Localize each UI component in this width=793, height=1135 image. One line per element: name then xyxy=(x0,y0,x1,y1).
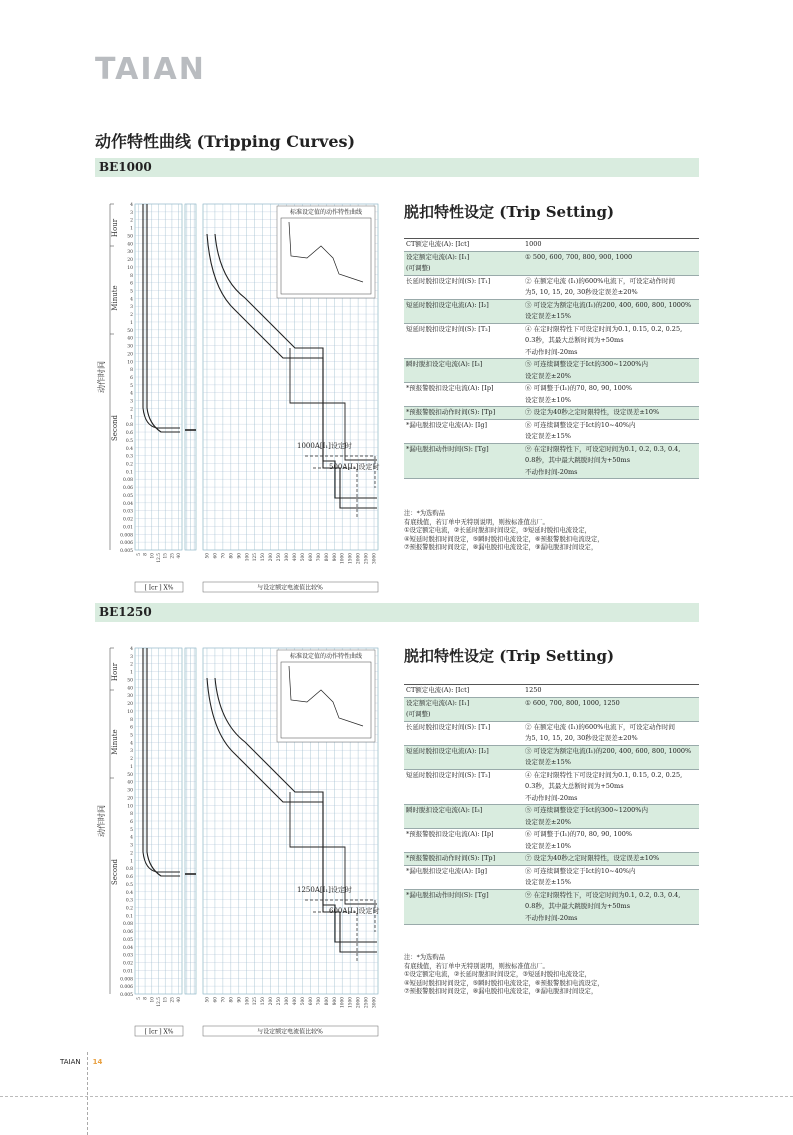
y-tick-label: 50 xyxy=(127,678,133,684)
row-value: ⑤ 可连续调整设定于Ict的300~1200%内 设定误差±20% xyxy=(523,805,699,829)
y-tick-label: 0.08 xyxy=(122,922,133,928)
row-value: ④ 在定时限特性下可设定时间为0.1, 0.15, 0.2, 0.25, 0.3秒，其最大总断时间为+50ms 不动作时间-20ms xyxy=(523,323,699,359)
y-tick-label: 0.6 xyxy=(125,875,133,881)
y-tick-label: 0.5 xyxy=(125,438,133,444)
note-line: ④短延时脱扣时间设定，⑤瞬时脱扣电流设定，⑥预报警脱扣电流设定， xyxy=(404,535,604,543)
row-value: ⑦ 设定为40秒之定时限特性，设定误差±10% xyxy=(523,407,699,420)
fold-line-vertical xyxy=(87,1052,88,1135)
row-value: ② 在额定电流 (I₁)的600%电流下，可设定动作时间 为5, 10, 15, 20, 30秒设定误差±20% xyxy=(523,275,699,299)
note-line: ①设定额定电流，②长延时脱扣时间设定，③短延时脱扣电流设定， xyxy=(404,971,591,979)
x-tick-label: 200 xyxy=(269,997,275,1006)
y-tick-label: 1 xyxy=(130,320,133,326)
row-label: *漏电脱扣动作时间(S): [Tg] xyxy=(404,443,523,479)
x-tick-label: 200 xyxy=(269,553,275,562)
y-tick-label: 8 xyxy=(130,368,133,374)
row-value: ⑦ 设定为40秒之定时限特性，设定误差±10% xyxy=(523,853,699,866)
y-tick-label: 2 xyxy=(130,662,133,668)
y-tick-label: 3 xyxy=(130,654,133,660)
section-header-be1000: BE1000 xyxy=(95,158,699,177)
y-tick-label: 0.3 xyxy=(125,454,133,460)
trip-setting-table xyxy=(404,238,699,479)
notes xyxy=(404,510,704,553)
x-tick-label: 250 xyxy=(277,997,283,1006)
row-label: 长延时脱扣设定时间(S): [T₁] xyxy=(404,721,523,745)
row-value: 1250 xyxy=(523,685,699,698)
y-tick-label: 0.8 xyxy=(125,423,133,429)
x-tick-label: 3000 xyxy=(372,553,378,564)
row-value: ③ 可设定为额定电流(I₁)的200, 400, 600, 800, 1000% 设定误差±15% xyxy=(523,299,699,323)
x-tick-label: 90 xyxy=(237,997,243,1003)
y-tick-label: 5 xyxy=(130,733,133,739)
row-label: 短延时脱扣设定时间(S): [T₂] xyxy=(404,769,523,805)
x-tick-label: 400 xyxy=(292,997,298,1006)
y-tick-label: 1 xyxy=(130,226,133,232)
table-row xyxy=(404,407,699,420)
chart-svg xyxy=(95,198,385,598)
table-row xyxy=(404,829,699,853)
x-tick-label: 25 xyxy=(170,553,176,559)
row-value: ⑤ 可连续调整设定于Ict的300~1200%内 设定误差±20% xyxy=(523,359,699,383)
tripping-chart-be1250 xyxy=(95,642,385,1042)
y-tick-label: 0.005 xyxy=(120,993,133,998)
row-value: ① 500, 600, 700, 800, 900, 1000 xyxy=(523,251,699,275)
x-tick-label: 50 xyxy=(205,997,211,1003)
y-tick-label: 50 xyxy=(127,328,133,334)
y-tick-label: 3 xyxy=(130,399,133,405)
row-value: ④ 在定时限特性下可设定时间为0.1, 0.15, 0.2, 0.25, 0.3秒，其最大总断时间为+50ms 不动作时间-20ms xyxy=(523,769,699,805)
row-value: ⑥ 可调整于(I₁)的70, 80, 90, 100% 设定误差±10% xyxy=(523,383,699,407)
tripping-chart-be1000 xyxy=(95,198,385,598)
x-tick-label: 800 xyxy=(324,997,330,1006)
table-row xyxy=(404,419,699,443)
x-box-left-label: [ Icr ] X% xyxy=(144,1028,174,1036)
table-row xyxy=(404,745,699,769)
y-tick-label: 3 xyxy=(130,843,133,849)
table-row xyxy=(404,721,699,745)
y-tick-label: 40 xyxy=(127,242,133,248)
note-line: ⑦预报警脱扣时间设定，⑧漏电脱扣电流设定，⑨漏电脱扣时间设定， xyxy=(404,988,598,996)
y-tick-label: 1 xyxy=(130,670,133,676)
row-label: 瞬时脱扣设定电流(A): [I₃] xyxy=(404,805,523,829)
note-line: ⑦预报警脱扣时间设定，⑧漏电脱扣电流设定，⑨漏电脱扣时间设定， xyxy=(404,544,598,552)
table-row xyxy=(404,251,699,275)
y-tick-label: 4 xyxy=(130,647,133,652)
y-tick-label: 0.3 xyxy=(125,898,133,904)
x-tick-label: 40 xyxy=(177,553,183,559)
unit-second-label: Second xyxy=(111,414,119,442)
x-tick-label: 1000 xyxy=(340,997,346,1008)
x-tick-label: 1500 xyxy=(348,553,354,564)
table-row xyxy=(404,889,699,925)
row-value: ③ 可设定为额定电流(I₁)的200, 400, 600, 800, 1000% 设定误差±15% xyxy=(523,745,699,769)
y-tick-label: 2 xyxy=(130,313,133,319)
x-tick-label: 60 xyxy=(213,553,219,559)
row-label: 长延时脱扣设定时间(S): [T₁] xyxy=(404,275,523,299)
y-tick-label: 6 xyxy=(130,376,133,381)
y-tick-label: 2 xyxy=(130,218,133,224)
x-tick-label: 15 xyxy=(163,553,169,559)
y-tick-label: 30 xyxy=(127,694,133,700)
row-label: *漏电脱扣设定电流(A): [Ig] xyxy=(404,419,523,443)
x-tick-label: 8 xyxy=(143,553,149,556)
table-row xyxy=(404,805,699,829)
x-tick-label: 150 xyxy=(261,553,267,562)
row-label: *漏电脱扣设定电流(A): [Ig] xyxy=(404,865,523,889)
x-tick-label: 12.5 xyxy=(157,553,162,563)
row-label: 瞬时脱扣设定电流(A): [I₃] xyxy=(404,359,523,383)
y-tick-label: 40 xyxy=(127,780,133,786)
x-tick-label: 500 xyxy=(300,997,306,1006)
table-row xyxy=(404,697,699,721)
y-tick-label: 3 xyxy=(130,305,133,311)
y-tick-label: 0.4 xyxy=(125,446,133,452)
y-tick-label: 20 xyxy=(127,258,133,264)
y-tick-label: 0.008 xyxy=(120,533,133,539)
x-tick-label: 600 xyxy=(308,553,314,562)
note-line: 有底线值，若订单中无特别说明，则按标准值出厂。 xyxy=(404,518,549,526)
table-row xyxy=(404,323,699,359)
y-tick-label: 0.05 xyxy=(122,493,133,499)
y-tick-label: 1 xyxy=(130,859,133,865)
unit-hour-label: Hour xyxy=(111,662,119,682)
y-tick-label: 0.01 xyxy=(122,969,133,975)
y-tick-label: 0.02 xyxy=(122,961,133,967)
y-tick-label: 4 xyxy=(130,297,133,303)
y-tick-label: 5 xyxy=(130,289,133,295)
unit-minute-label: Minute xyxy=(111,729,119,755)
y-tick-label: 50 xyxy=(127,234,133,240)
y-tick-label: 4 xyxy=(130,835,133,841)
table-row xyxy=(404,383,699,407)
x-box-right-label: 与设定额定电流值比较% xyxy=(257,1028,323,1036)
x-tick-label: 900 xyxy=(332,553,338,562)
notes xyxy=(404,954,704,997)
y-tick-label: 6 xyxy=(130,820,133,825)
y-tick-label: 1 xyxy=(130,415,133,421)
x-tick-label: 2000 xyxy=(356,553,362,564)
y-tick-label: 0.005 xyxy=(120,549,133,554)
annotation-2: 500A[I₁]设定时 xyxy=(329,463,380,471)
row-value: ⑧ 可连续调整设定于Ict的10~40%内 设定误差±15% xyxy=(523,419,699,443)
x-tick-label: 400 xyxy=(292,553,298,562)
note-line: ①设定额定电流，②长延时脱扣时间设定，③短延时脱扣电流设定， xyxy=(404,527,591,535)
x-tick-label: 500 xyxy=(300,553,306,562)
note-line: 注：*为选购品 xyxy=(404,510,445,517)
y-tick-label: 0.4 xyxy=(125,890,133,896)
y-tick-label: 3 xyxy=(130,749,133,755)
x-tick-label: 10 xyxy=(150,553,156,559)
x-tick-label: 80 xyxy=(229,997,235,1003)
row-label: 短延时脱扣设定电流(A): [I₂] xyxy=(404,745,523,769)
y-tick-label: 20 xyxy=(127,702,133,708)
x-tick-label: 80 xyxy=(229,553,235,559)
annotation-2: 600A[I₁]设定时 xyxy=(329,907,380,915)
x-tick-label: 1000 xyxy=(340,553,346,564)
page-number: 14 xyxy=(92,1058,103,1066)
y-tick-label: 8 xyxy=(130,717,133,723)
row-label: CT额定电流(A): [Ict] xyxy=(404,239,523,252)
y-tick-label: 30 xyxy=(127,344,133,350)
annotation-1: 1000A[I₁]设定时 xyxy=(297,442,352,450)
row-value: ① 600, 700, 800, 1000, 1250 xyxy=(523,697,699,721)
y-tick-label: 10 xyxy=(127,709,133,715)
y-tick-label: 0.1 xyxy=(125,914,133,920)
y-tick-label: 8 xyxy=(130,812,133,818)
y-tick-label: 0.1 xyxy=(125,470,133,476)
y-tick-label: 0.2 xyxy=(125,462,133,468)
x-tick-label: 70 xyxy=(221,997,227,1003)
y-tick-label: 0.02 xyxy=(122,517,133,523)
inset-plot xyxy=(281,662,371,738)
x-tick-label: 125 xyxy=(253,553,259,562)
x-tick-label: 2000 xyxy=(356,997,362,1008)
y-tick-label: 2 xyxy=(130,757,133,763)
x-tick-label: 70 xyxy=(221,553,227,559)
footer-brand: TAIAN xyxy=(60,1058,81,1066)
table-row xyxy=(404,769,699,805)
x-tick-label: 5 xyxy=(136,997,142,1000)
y-tick-label: 0.006 xyxy=(120,541,133,547)
y-tick-label: 0.006 xyxy=(120,985,133,991)
y-tick-label: 0.8 xyxy=(125,867,133,873)
table-row xyxy=(404,865,699,889)
unit-minute-label: Minute xyxy=(111,285,119,311)
y-tick-label: 4 xyxy=(130,391,133,397)
row-value: ⑨ 在定时限特性下，可设定时间为0.1, 0.2, 0.3, 0.4, 0.8秒，其中最大跳脱时间为+50ms 不动作时间-20ms xyxy=(523,889,699,925)
x-box-left-label: [ Icr ] X% xyxy=(144,584,174,592)
x-tick-label: 250 xyxy=(277,553,283,562)
y-tick-label: 0.06 xyxy=(122,486,133,492)
inset-title: 标准设定值的动作特性曲线 xyxy=(289,209,363,216)
y-tick-label: 10 xyxy=(127,804,133,810)
y-tick-label: 40 xyxy=(127,686,133,692)
x-tick-label: 100 xyxy=(245,553,251,562)
row-value: 1000 xyxy=(523,239,699,252)
unit-second-label: Second xyxy=(111,858,119,886)
table-row xyxy=(404,275,699,299)
x-tick-label: 60 xyxy=(213,997,219,1003)
y-tick-label: 5 xyxy=(130,383,133,389)
row-label: *预报警脱扣动作时间(S): [Tp] xyxy=(404,853,523,866)
row-value: ⑨ 在定时限特性下，可设定时间为0.1, 0.2, 0.3, 0.4, 0.8秒，其中最大跳脱时间为+50ms 不动作时间-20ms xyxy=(523,443,699,479)
x-tick-label: 2500 xyxy=(364,553,370,564)
y-tick-label: 30 xyxy=(127,788,133,794)
y-tick-label: 4 xyxy=(130,741,133,747)
table-row xyxy=(404,443,699,479)
y-tick-label: 0.08 xyxy=(122,478,133,484)
page-title: 动作特性曲线 (Tripping Curves) xyxy=(95,132,356,151)
table-row xyxy=(404,299,699,323)
y-tick-label: 20 xyxy=(127,796,133,802)
row-value: ② 在额定电流 (I₁)的600%电流下，可设定动作时间 为5, 10, 15, 20, 30秒设定误差±20% xyxy=(523,721,699,745)
y-tick-label: 0.04 xyxy=(122,501,133,507)
taian-logo: TAIAN xyxy=(95,52,206,87)
unit-hour-label: Hour xyxy=(111,218,119,238)
y-tick-label: 0.01 xyxy=(122,525,133,531)
x-tick-label: 800 xyxy=(324,553,330,562)
note-line: 注：*为选购品 xyxy=(404,954,445,961)
x-tick-label: 125 xyxy=(253,997,259,1006)
y-tick-label: 8 xyxy=(130,273,133,279)
table-row xyxy=(404,359,699,383)
section-header-be1250: BE1250 xyxy=(95,603,699,622)
y-tick-label: 30 xyxy=(127,250,133,256)
trip-setting-title: 脱扣特性设定 (Trip Setting) xyxy=(404,647,615,665)
x-tick-label: 3000 xyxy=(372,997,378,1008)
y-tick-label: 50 xyxy=(127,772,133,778)
row-value: ⑧ 可连续调整设定于Ict的10~40%内 设定误差±15% xyxy=(523,865,699,889)
row-label: 设定额定电流(A): [I₁] (可调整) xyxy=(404,697,523,721)
table-row xyxy=(404,239,699,252)
x-tick-label: 25 xyxy=(170,997,176,1003)
y-tick-label: 0.008 xyxy=(120,977,133,983)
x-tick-label: 10 xyxy=(150,997,156,1003)
x-tick-label: 8 xyxy=(143,997,149,1000)
table-row xyxy=(404,853,699,866)
row-label: CT额定电流(A): [Ict] xyxy=(404,685,523,698)
y-tick-label: 2 xyxy=(130,407,133,413)
x-tick-label: 600 xyxy=(308,997,314,1006)
y-tick-label: 0.03 xyxy=(122,509,133,515)
row-label: *预报警脱扣设定电流(A): [Ip] xyxy=(404,383,523,407)
y-axis-label: 动作时间 xyxy=(97,805,106,837)
inset-plot xyxy=(281,218,371,294)
x-tick-label: 40 xyxy=(177,997,183,1003)
trip-setting-title: 脱扣特性设定 (Trip Setting) xyxy=(404,203,615,221)
y-tick-label: 6 xyxy=(130,725,133,731)
y-tick-label: 0.04 xyxy=(122,945,133,951)
y-tick-label: 5 xyxy=(130,827,133,833)
x-tick-label: 5 xyxy=(136,553,142,556)
y-tick-label: 0.05 xyxy=(122,937,133,943)
y-tick-label: 0.5 xyxy=(125,882,133,888)
x-tick-label: 150 xyxy=(261,997,267,1006)
y-tick-label: 2 xyxy=(130,851,133,857)
x-tick-label: 300 xyxy=(285,553,291,562)
x-tick-label: 90 xyxy=(237,553,243,559)
x-tick-label: 15 xyxy=(163,997,169,1003)
note-line: ④短延时脱扣时间设定，⑤瞬时脱扣电流设定，⑥预报警脱扣电流设定， xyxy=(404,979,604,987)
y-tick-label: 10 xyxy=(127,360,133,366)
y-axis-label: 动作时间 xyxy=(97,361,106,393)
trip-setting-table xyxy=(404,684,699,925)
x-tick-label: 12.5 xyxy=(157,997,162,1007)
x-tick-label: 1500 xyxy=(348,997,354,1008)
y-tick-label: 10 xyxy=(127,265,133,271)
x-tick-label: 2500 xyxy=(364,997,370,1008)
fold-line-horizontal xyxy=(0,1096,793,1097)
y-tick-label: 20 xyxy=(127,352,133,358)
x-tick-label: 300 xyxy=(285,997,291,1006)
row-label: 短延时脱扣设定电流(A): [I₂] xyxy=(404,299,523,323)
footer xyxy=(60,1058,102,1066)
row-label: *漏电脱扣动作时间(S): [Tg] xyxy=(404,889,523,925)
y-tick-label: 4 xyxy=(130,203,133,208)
row-label: 设定额定电流(A): [I₁] (可调整) xyxy=(404,251,523,275)
y-tick-label: 0.03 xyxy=(122,953,133,959)
x-tick-label: 50 xyxy=(205,553,211,559)
row-label: *预报警脱扣动作时间(S): [Tp] xyxy=(404,407,523,420)
x-tick-label: 900 xyxy=(332,997,338,1006)
chart-svg xyxy=(95,642,385,1042)
x-tick-label: 700 xyxy=(316,553,322,562)
row-value: ⑥ 可调整于(I₁)的70, 80, 90, 100% 设定误差±10% xyxy=(523,829,699,853)
x-tick-label: 700 xyxy=(316,997,322,1006)
y-tick-label: 3 xyxy=(130,210,133,216)
y-tick-label: 1 xyxy=(130,764,133,770)
note-line: 有底线值，若订单中无特别说明，则按标准值出厂。 xyxy=(404,962,549,970)
x-box-right-label: 与设定额定电流值比较% xyxy=(257,584,323,592)
table-row xyxy=(404,685,699,698)
row-label: *预报警脱扣设定电流(A): [Ip] xyxy=(404,829,523,853)
annotation-1: 1250A[I₁]设定时 xyxy=(297,886,352,894)
y-tick-label: 0.6 xyxy=(125,431,133,437)
x-tick-label: 100 xyxy=(245,997,251,1006)
y-tick-label: 40 xyxy=(127,336,133,342)
y-tick-label: 0.06 xyxy=(122,930,133,936)
inset-title: 标准设定值的动作特性曲线 xyxy=(289,653,363,660)
row-label: 短延时脱扣设定时间(S): [T₂] xyxy=(404,323,523,359)
y-tick-label: 0.2 xyxy=(125,906,133,912)
y-tick-label: 6 xyxy=(130,281,133,287)
